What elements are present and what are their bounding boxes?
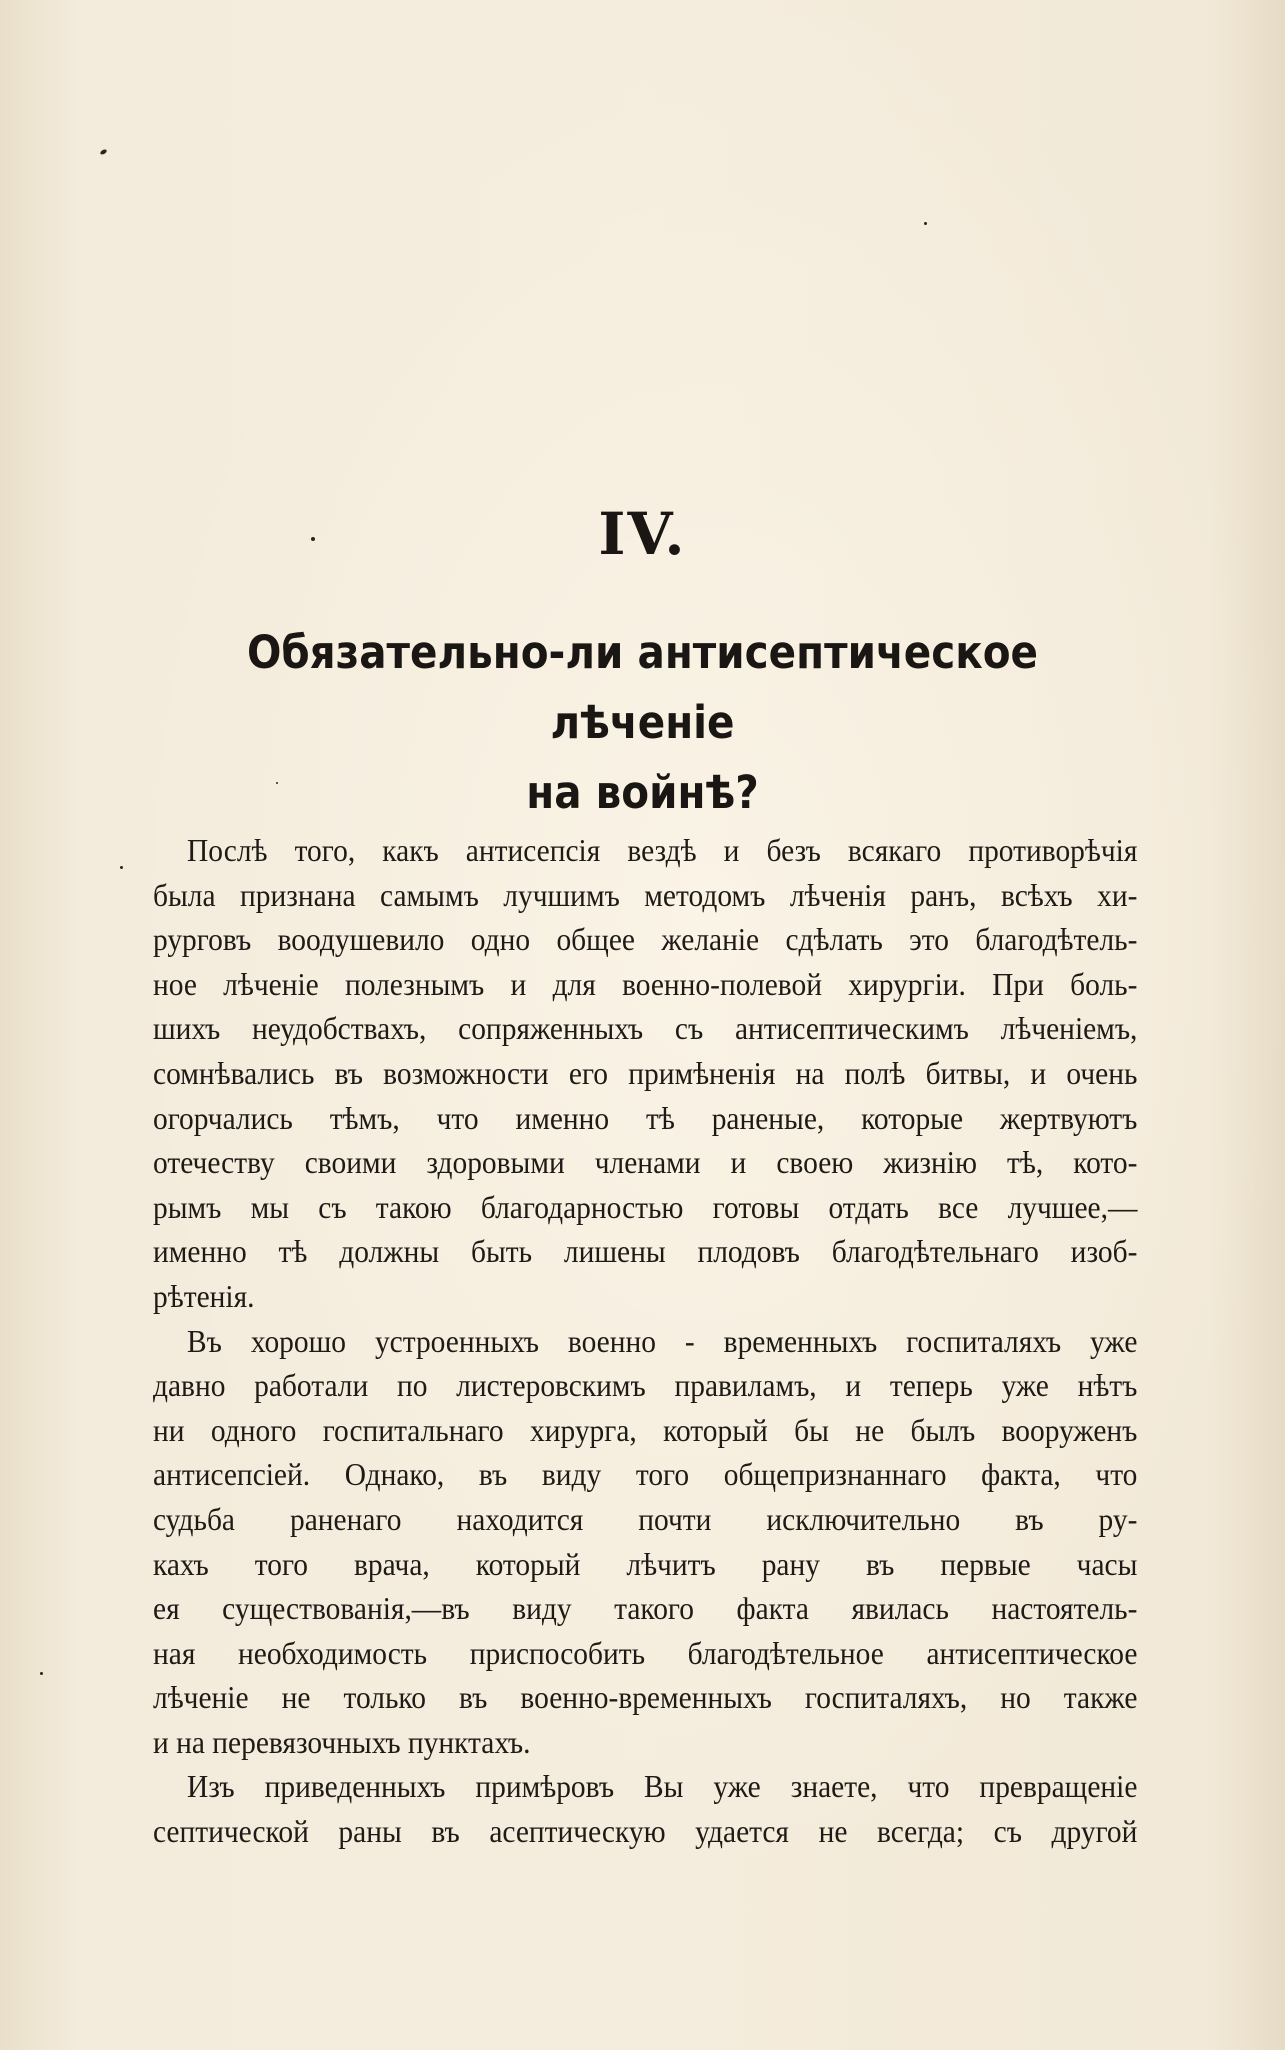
text-line: шихъ неудобствахъ, сопряженныхъ съ антисептическимъ лѣченіемъ, xyxy=(153,1010,1138,1047)
ink-speck xyxy=(120,866,123,869)
chapter-title-line-1: Обязательно-ли антисептическое лѣченіе xyxy=(246,626,1039,749)
text-line: огорчались тѣмъ, что именно тѣ раненые, которые жертвуютъ xyxy=(153,1099,1138,1136)
chapter-number: IV. xyxy=(598,500,687,568)
text-line: именно тѣ должны быть лишены плодовъ благодѣтельнаго изоб- xyxy=(153,1233,1138,1270)
bleed-through-texture xyxy=(150,60,1130,104)
ink-speck xyxy=(924,222,927,225)
text-line: рѣтенія. xyxy=(153,1277,255,1314)
text-line: ни одного госпитальнаго хирурга, который бы не былъ вооруженъ xyxy=(153,1411,1138,1448)
text-line: Послѣ того, какъ антисепсія вездѣ и безъ всякаго противорѣчія xyxy=(187,832,1138,868)
text-line: антисепсіей. Однако, въ виду того общепризнаннаго факта, что xyxy=(153,1456,1138,1493)
text-line: давно работали по листеровскимъ правиламъ, и теперь уже нѣтъ xyxy=(153,1367,1138,1404)
text-line: септической раны въ асептическую удается не всегда; съ другой xyxy=(153,1813,1138,1850)
text-line: рурговъ воодушевило одно общее желаніе сдѣлать это благодѣтель- xyxy=(153,921,1138,958)
text-line: ея существованія,—въ виду такого факта явилась настоятель- xyxy=(153,1590,1138,1627)
ink-speck xyxy=(99,149,107,156)
text-line: лѣченіе не только въ военно-временныхъ госпиталяхъ, но также xyxy=(153,1679,1138,1716)
text-line: судьба раненаго находится почти исключительно въ ру- xyxy=(153,1500,1138,1537)
text-line: ная необходимость приспособить благодѣтельное антисептическое xyxy=(153,1634,1138,1671)
text-line: Въ хорошо устроенныхъ военно - временныхъ госпиталяхъ уже xyxy=(187,1322,1138,1359)
text-line: ное лѣченіе полезнымъ и для военно-полевой хирургіи. При боль- xyxy=(153,965,1138,1002)
text-line: отечеству своими здоровыми членами и своею жизнію тѣ, кото- xyxy=(153,1144,1138,1181)
body-text xyxy=(153,828,1137,1854)
chapter-title xyxy=(199,618,1086,828)
text-line: и на перевязочныхъ пунктахъ. xyxy=(153,1723,531,1760)
text-line: рымъ мы съ такою благодарностью готовы отдать все лучшее,— xyxy=(153,1188,1138,1225)
text-line: была признана самымъ лучшимъ методомъ лѣченія ранъ, всѣхъ хи- xyxy=(153,876,1138,913)
text-line: сомнѣвались въ возможности его примѣненія на полѣ битвы, и очень xyxy=(153,1054,1138,1091)
text-line: Изъ приведенныхъ примѣровъ Вы уже знаете, что превращеніе xyxy=(187,1768,1138,1805)
chapter-title-line-2: на войнѣ? xyxy=(526,766,759,819)
ink-speck xyxy=(40,1672,43,1675)
text-line: кахъ того врача, который лѣчитъ рану въ первые часы xyxy=(153,1545,1138,1582)
